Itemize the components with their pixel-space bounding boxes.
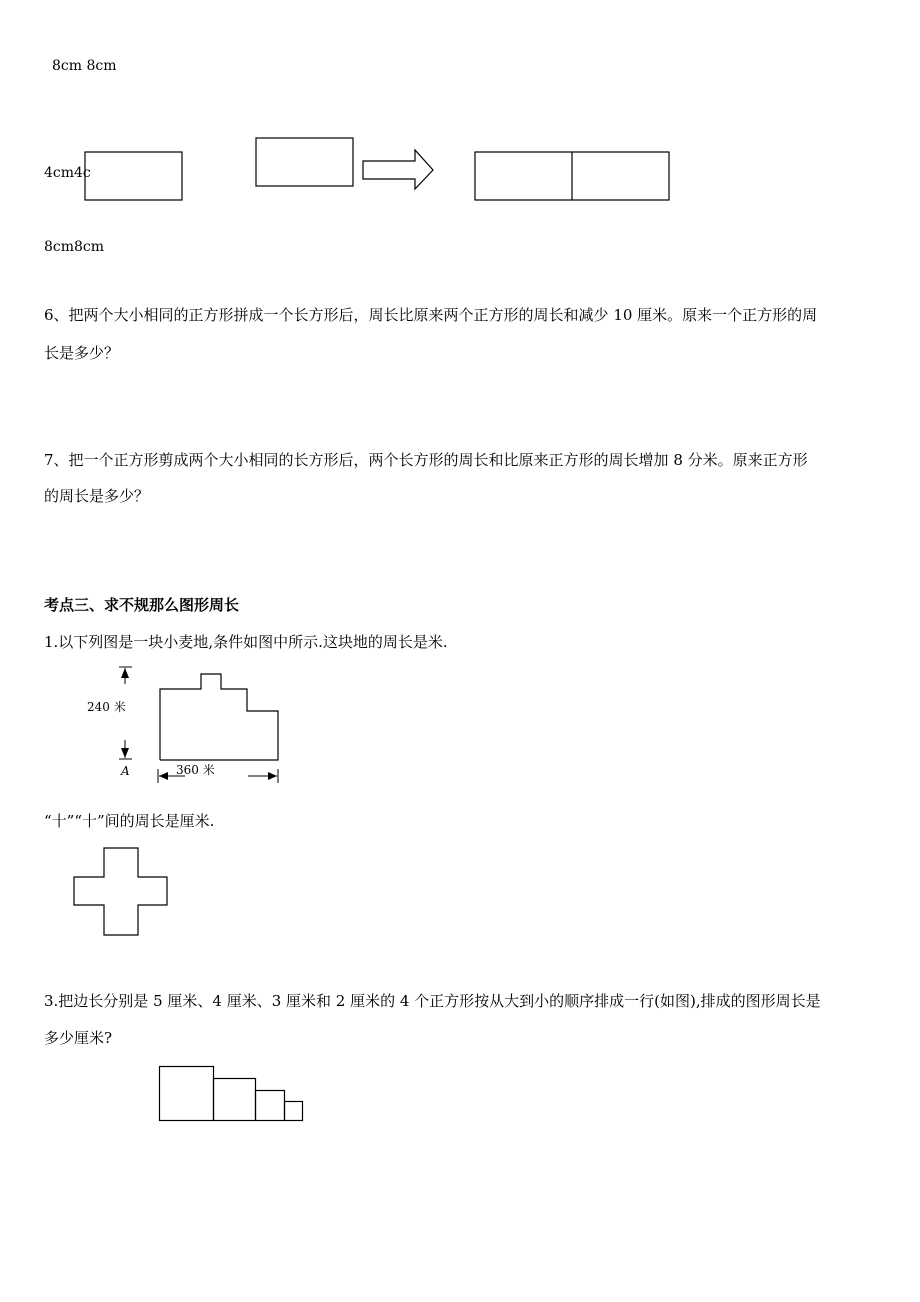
q6-line1: 6、把两个大小相同的正方形拼成一个长方形后，周长比原来两个正方形的周长和减少 10 厘米。原来一个正方形的周 — [44, 306, 818, 324]
section3-q2: “十”“十”间的周长是厘米. — [44, 812, 215, 830]
fig1-top-label: 8cm 8cm — [52, 58, 117, 74]
section3-q1: 1.以下列图是一块小麦地,条件如图中所示.这块地的周长是米. — [44, 633, 448, 651]
q7-line2: 的周长是多少？ — [44, 487, 150, 505]
section3-q3-line2: 多少厘米? — [44, 1029, 113, 1047]
square-5cm — [160, 1067, 214, 1121]
arrow-right-icon — [363, 150, 433, 189]
arrow-right-icon — [268, 772, 277, 780]
q7-line1: 7、把一个正方形剪成两个大小相同的长方形后，两个长方形的周长和比原来正方形的周长增加 8 分米。原来正方形 — [44, 451, 808, 469]
fig1-side-label: 4cm4c — [44, 165, 91, 181]
field-height-label: 240 米 — [87, 700, 126, 714]
fig1-bottom-label: 8cm8cm — [44, 239, 105, 255]
squares-row-figure — [155, 1062, 315, 1126]
section3-heading: 考点三、求不规那么图形周长 — [44, 596, 240, 614]
cross-figure — [70, 844, 180, 944]
q6-line2: 长是多少？ — [44, 344, 120, 362]
fig1-rectangles — [0, 130, 920, 220]
rectangle-left — [85, 152, 182, 200]
square-4cm — [214, 1079, 256, 1121]
arrow-down-icon — [121, 748, 129, 758]
field-point-label: A — [121, 764, 130, 778]
section3-q3-line1: 3.把边长分别是 5 厘米、4 厘米、3 厘米和 2 厘米的 4 个正方形按从大到小的顺序排成一行(如图),排成的图形周长是 — [44, 992, 821, 1010]
arrow-up-icon — [121, 668, 129, 678]
field-outline — [160, 674, 278, 760]
square-3cm — [256, 1091, 285, 1121]
arrow-left-icon — [159, 772, 168, 780]
field-width-label: 360 米 — [176, 763, 215, 777]
cross-outline — [74, 848, 167, 935]
square-2cm — [285, 1102, 303, 1121]
rectangle-middle — [256, 138, 353, 186]
